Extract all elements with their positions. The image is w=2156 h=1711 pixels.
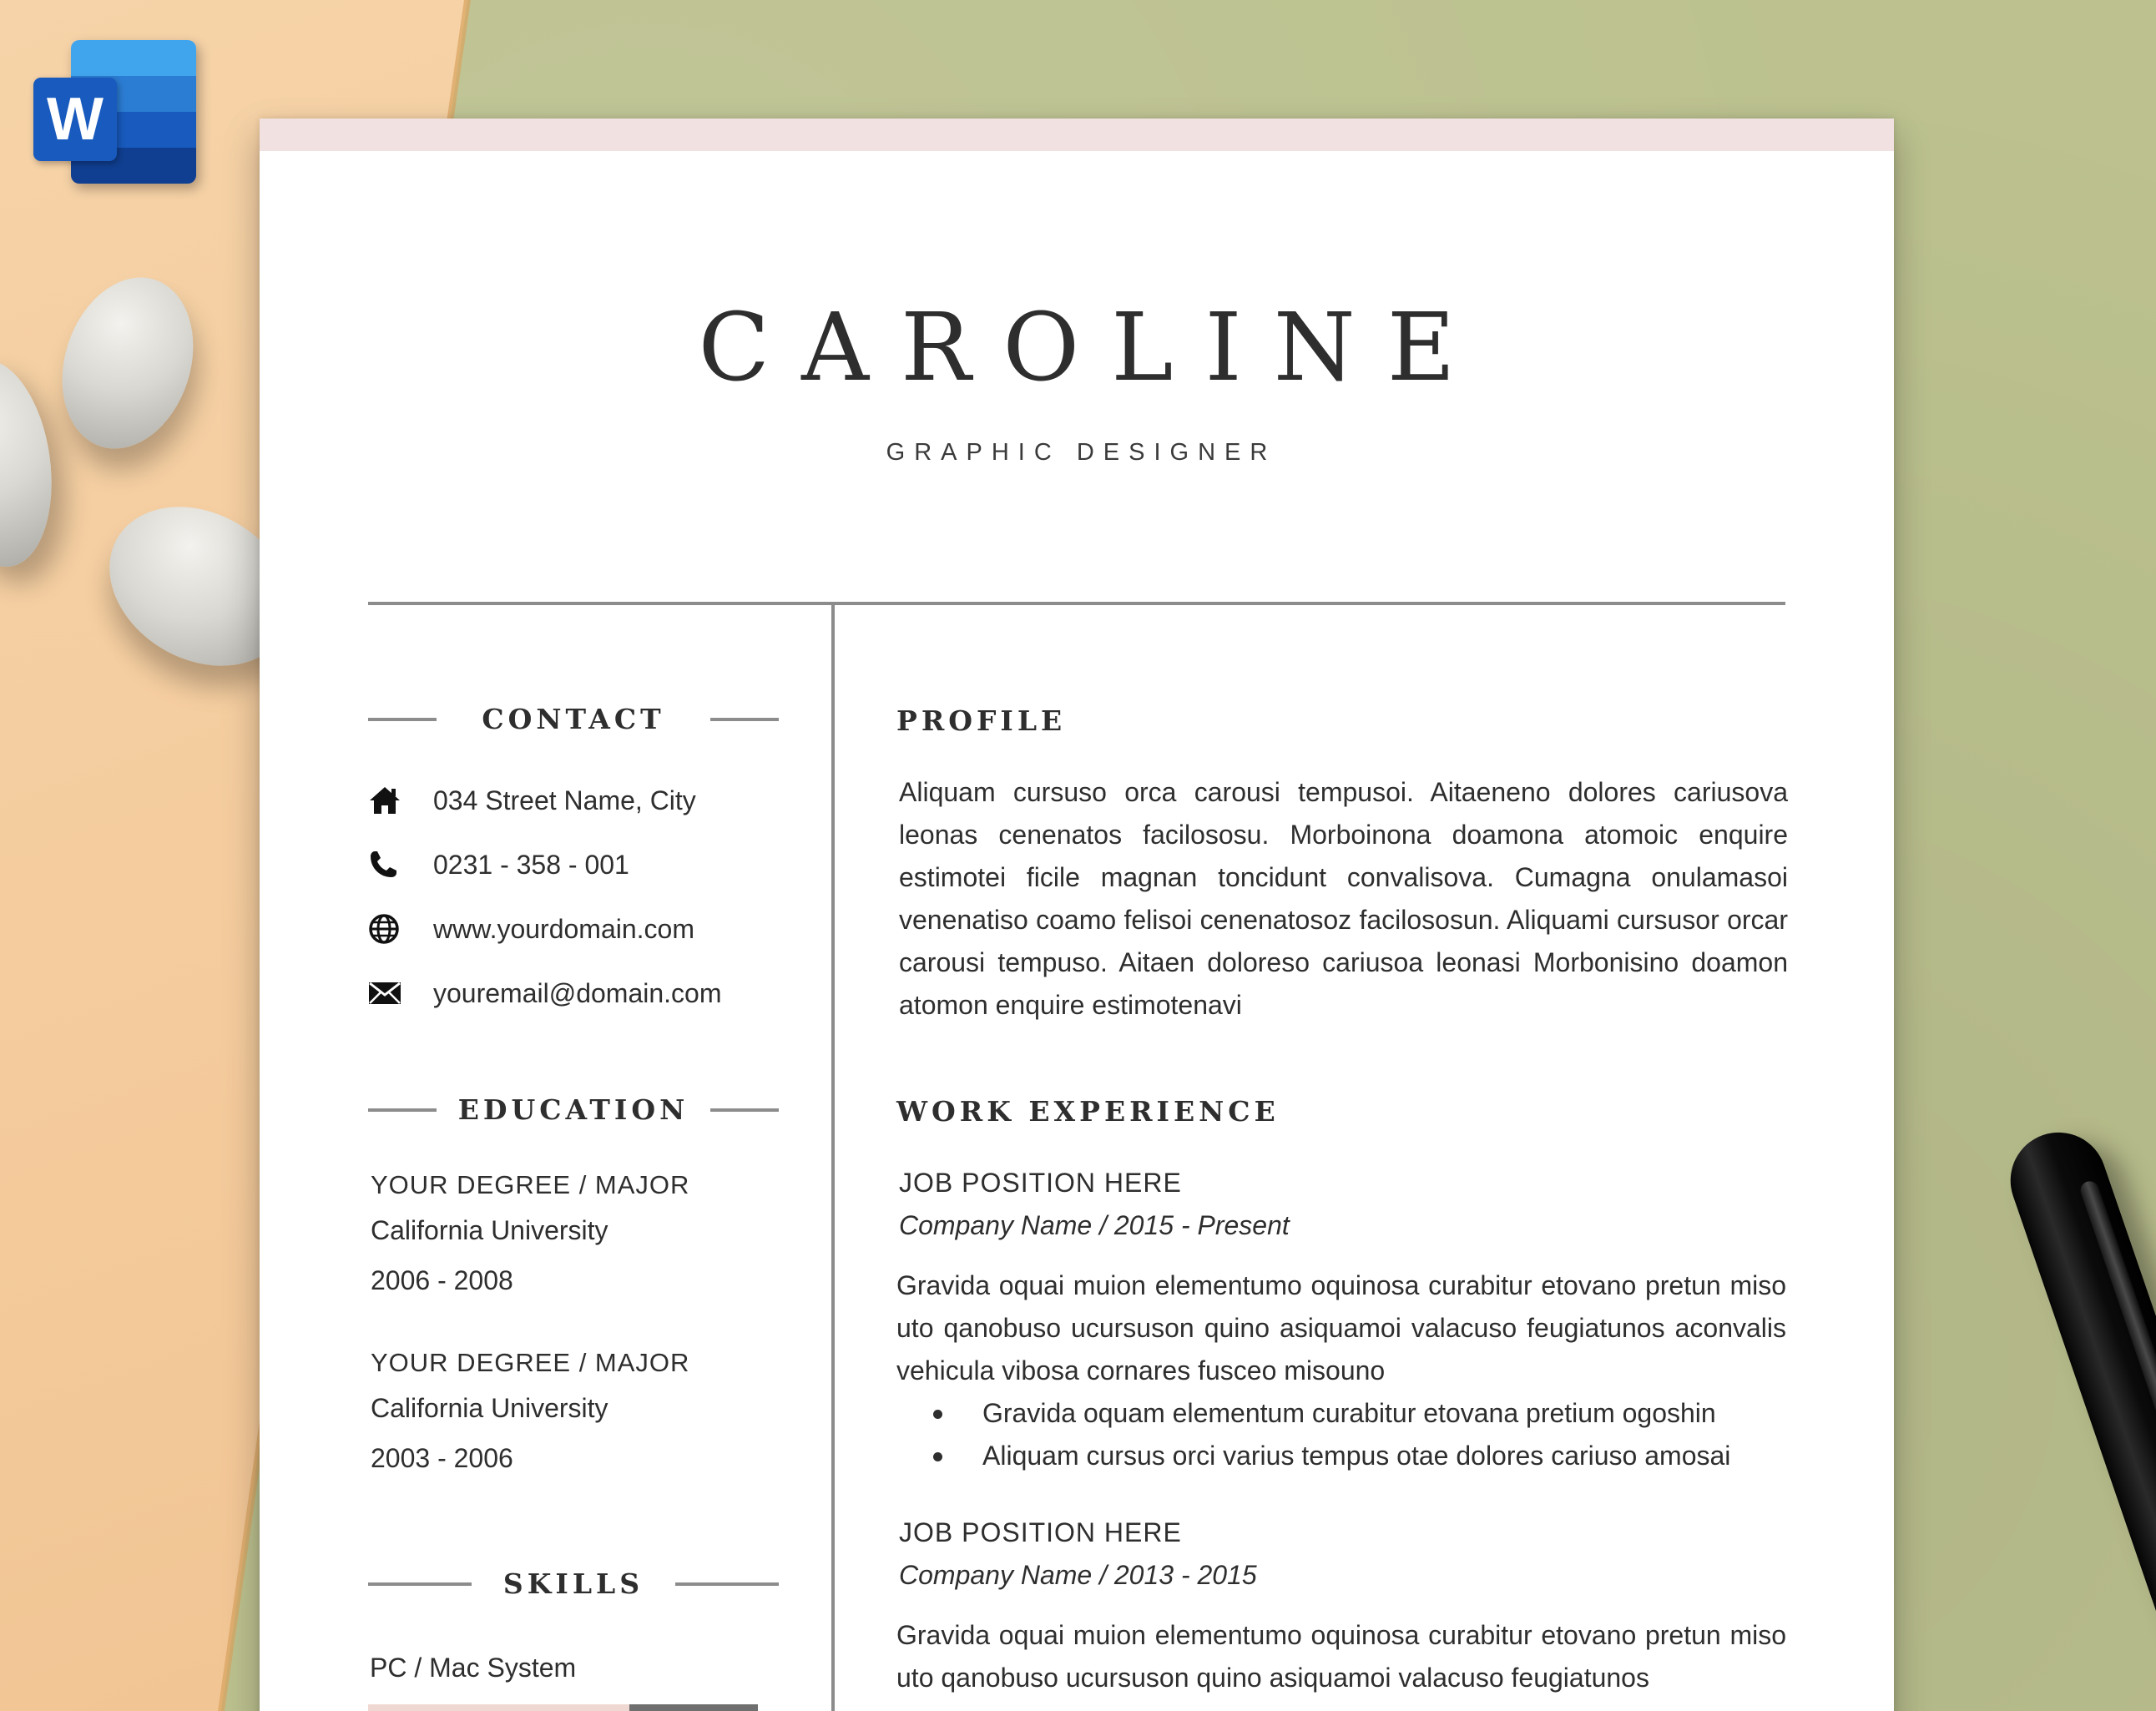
heading-rule (710, 1108, 779, 1112)
heading-rule (368, 1582, 472, 1586)
profile-heading: PROFILE (896, 704, 1067, 737)
heading-rule (675, 1582, 779, 1586)
phone-icon (368, 850, 433, 880)
skill-level-bar (368, 1704, 758, 1711)
resume-name: CAROLINE (698, 294, 1487, 402)
profile-text: Aliquam cursuso orca carousi tempusoi. Aitaeneno dolores cariusova leonas cenenatos facilososu. Morboinona doamona atomoic enquire estimotei ficile magnan toncidunt convalisova. Cumagna onulamasoi venenatiso coamo felisoi cenenatosoz facilososun. Aliquami cursusor orcar carousi tempuso. Aitaen doloreso cariusoa leonasi Morbonisino doamon atomon enquire estimotenavi (899, 777, 1788, 1020)
website-text: www.yourdomain.com (433, 913, 694, 944)
education-heading (368, 1093, 779, 1126)
skill-level-fill (368, 1704, 629, 1711)
resume-page (260, 119, 1894, 1711)
accent-band (260, 119, 1894, 151)
home-icon (368, 785, 433, 815)
globe-icon (368, 913, 433, 945)
skill-name: PC / Mac System (370, 1653, 577, 1683)
job-bullet-text: Gravida oquam elementum curabitur etovana pretium ogoshin (982, 1398, 1716, 1428)
education-degree: YOUR DEGREE / MAJOR (371, 1348, 690, 1377)
job-position: JOB POSITION HERE (899, 1168, 1182, 1198)
envelope-icon (368, 982, 433, 1005)
education-years: 2003 - 2006 (371, 1443, 513, 1473)
contact-website (368, 908, 694, 950)
word-logo-icon (33, 40, 196, 186)
job-company: Company Name / 2013 - 2015 (899, 1560, 1257, 1590)
bullet-dot (933, 1452, 942, 1461)
skills-heading (368, 1567, 779, 1600)
education-years: 2006 - 2008 (371, 1265, 513, 1295)
job-bullet (896, 1392, 1786, 1435)
education-school: California University (371, 1393, 608, 1423)
phone-text: 0231 - 358 - 001 (433, 849, 629, 880)
contact-heading (368, 703, 779, 735)
education-degree: YOUR DEGREE / MAJOR (371, 1170, 690, 1199)
bullet-dot (933, 1410, 942, 1419)
job-description: Gravida oquai muion elementumo oquinosa curabitur etovano pretun miso uto qanobuso ucursuson quino asiquamoi valacuso feugiatunos (896, 1620, 1786, 1693)
job-bullets (896, 1392, 1786, 1477)
resume-title: GRAPHIC DESIGNER (886, 439, 1277, 466)
job-bullet (896, 1435, 1786, 1477)
header-divider (368, 602, 1785, 605)
education-school: California University (371, 1215, 608, 1245)
job-position: JOB POSITION HERE (899, 1517, 1182, 1547)
job-bullet-text: Aliquam cursus orci varius tempus otae dolores cariuso amosai (982, 1441, 1731, 1471)
work-experience-heading: WORK EXPERIENCE (896, 1095, 1280, 1128)
skills-heading-label: SKILLS (502, 1567, 644, 1600)
heading-rule (710, 718, 779, 721)
job-description: Gravida oquai muion elementumo oquinosa curabitur etovano pretun miso uto qanobuso ucursuson quino asiquamoi valacuso feugiatunos aconvalis vehicula vibosa cornares fusceo misouno (896, 1270, 1786, 1385)
heading-rule (368, 718, 437, 721)
address-text: 034 Street Name, City (433, 785, 696, 815)
contact-phone (368, 844, 629, 886)
contact-heading-label: CONTACT (482, 703, 665, 735)
education-heading-label: EDUCATION (457, 1093, 689, 1126)
job-company: Company Name / 2015 - Present (899, 1210, 1290, 1240)
contact-address (368, 780, 696, 821)
word-logo-letter: W (33, 78, 117, 161)
heading-rule (368, 1108, 437, 1112)
email-text: youremail@domain.com (433, 977, 722, 1008)
contact-email (368, 972, 722, 1014)
column-divider (831, 605, 835, 1711)
